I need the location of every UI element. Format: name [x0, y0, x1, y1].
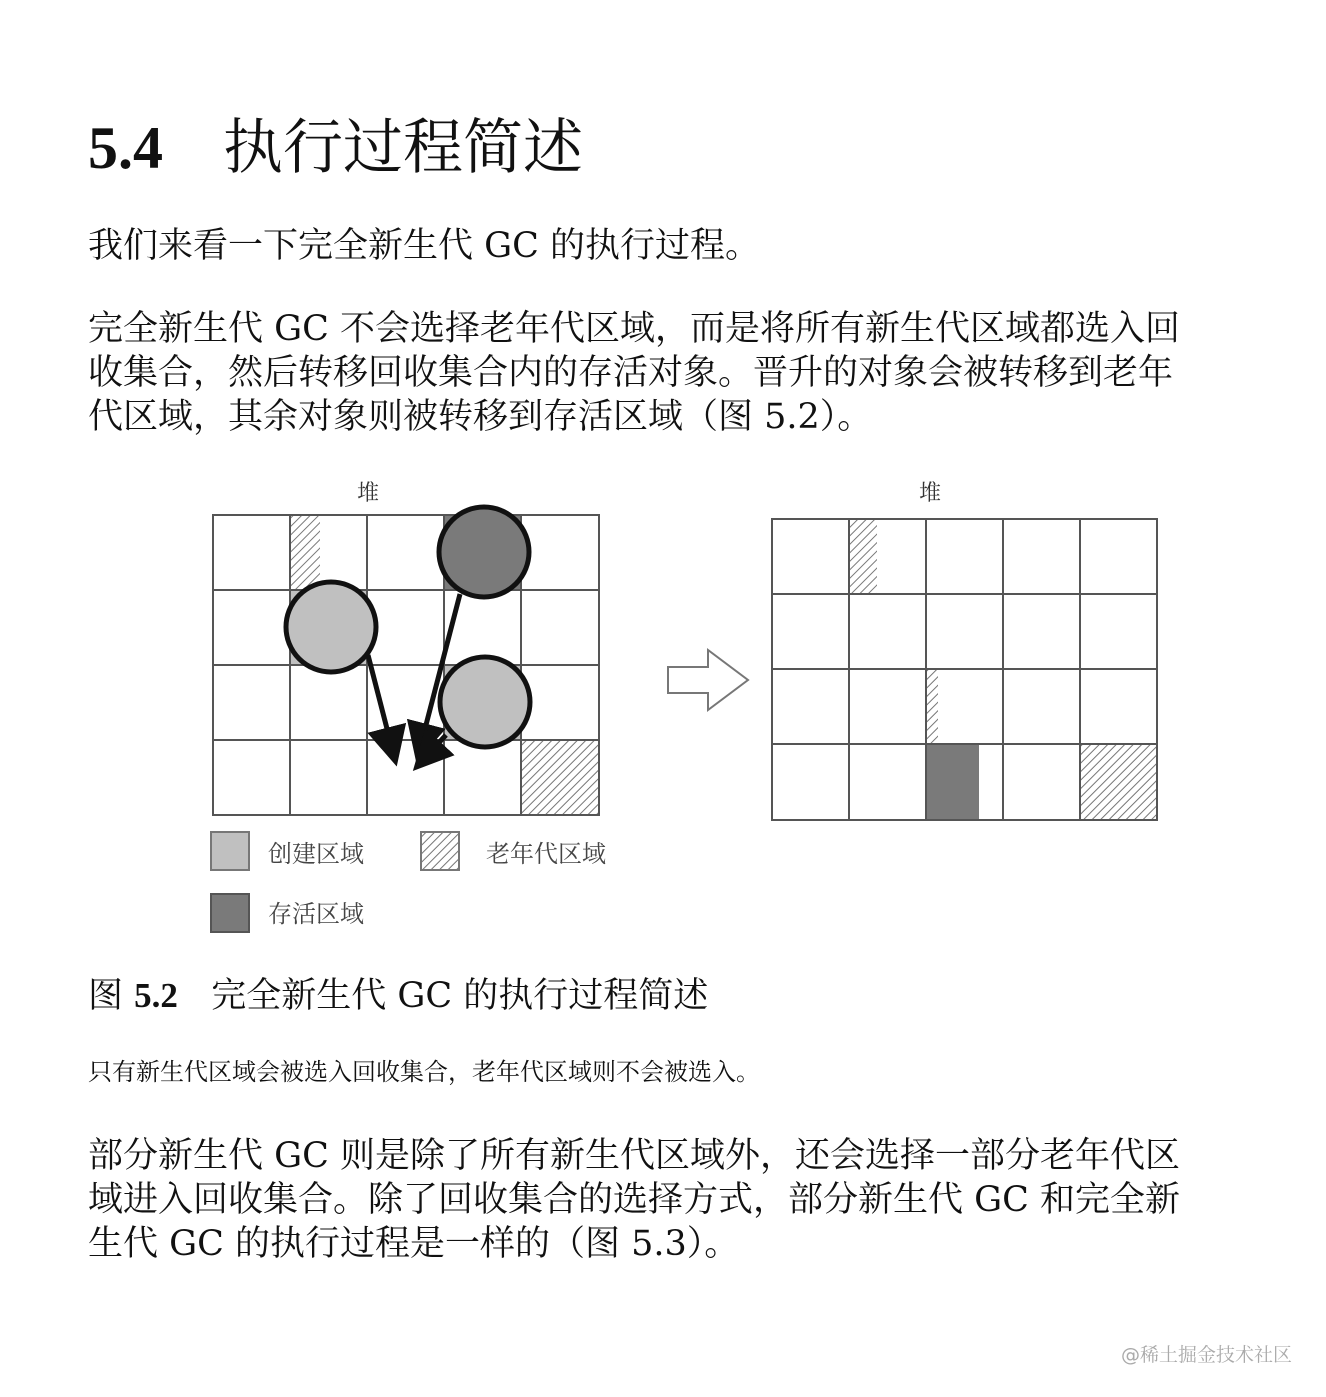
- figure-caption: [88, 972, 708, 1020]
- caption-number: 5.2: [134, 976, 178, 1015]
- legend-old-swatch: [421, 832, 459, 870]
- survivor-region: [926, 744, 979, 820]
- legend-survivor-swatch: [211, 894, 249, 932]
- figure-gc-diagram: [0, 460, 1326, 950]
- paragraph-3: [88, 1134, 1180, 1266]
- old-region: [849, 519, 877, 594]
- right-heap-grid: [772, 519, 1157, 820]
- old-region: [521, 740, 599, 815]
- old-region: [926, 669, 938, 744]
- legend-old-label: 老年代区域: [486, 840, 606, 868]
- caption-text: 完全新生代 GC 的执行过程简述: [211, 976, 709, 1016]
- text-line: 完全新生代 GC 不会选择老年代区域，而是将所有新生代区域都选入回: [88, 309, 1180, 349]
- survivor-region-circle: [439, 507, 529, 597]
- old-region: [290, 515, 320, 590]
- created-region-circle: [286, 582, 376, 672]
- created-region-circle: [440, 657, 530, 747]
- right-heap-title: 堆: [918, 481, 942, 506]
- left-heap-grid: [213, 507, 599, 815]
- text-line: 收集合，然后转移回收集合内的存活对象。晋升的对象会被转移到老年: [88, 353, 1174, 393]
- watermark: @稀土掘金技术社区: [1120, 1344, 1292, 1366]
- left-heap-title: 堆: [356, 481, 380, 506]
- section-heading: [88, 108, 583, 188]
- text-line: 部分新生代 GC 则是除了所有新生代区域外，还会选择一部分老年代区: [88, 1136, 1180, 1176]
- old-region: [1080, 744, 1157, 820]
- text-line: 域进入回收集合。除了回收集合的选择方式，部分新生代 GC 和完全新: [88, 1180, 1180, 1220]
- legend-created-label: 创建区域: [268, 840, 364, 868]
- paragraph-2: [88, 307, 1180, 439]
- text-line: 生代 GC 的执行过程是一样的（图 5.3）。: [88, 1224, 740, 1264]
- paragraph-1: [88, 224, 760, 268]
- arrow: [368, 655, 393, 752]
- text-line: 我们来看一下完全新生代 GC 的执行过程。: [88, 226, 760, 266]
- section-title: 执行过程简述: [223, 113, 583, 183]
- figure-note: 只有新生代区域会被选入回收集合，老年代区域则不会被选入。: [88, 1058, 760, 1086]
- legend-survivor-label: 存活区域: [268, 900, 364, 928]
- legend-created-swatch: [211, 832, 249, 870]
- text-line: 代区域，其余对象则被转移到存活区域（图 5.2）。: [88, 397, 873, 437]
- caption-prefix: 图: [88, 976, 124, 1016]
- transition-arrow-icon: [668, 650, 748, 710]
- legend: [211, 832, 606, 932]
- section-number: 5.4: [88, 115, 163, 181]
